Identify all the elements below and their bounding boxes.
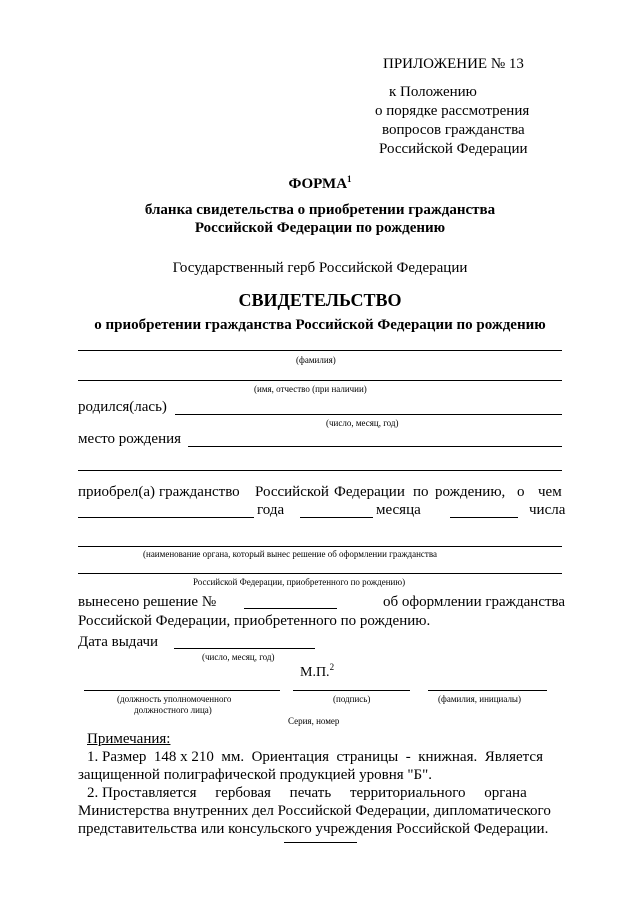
form-title-text: ФОРМА [288, 176, 348, 192]
birthplace-label: место рождения [78, 431, 182, 447]
form-footnote-mark: 1 [347, 174, 352, 184]
acquired-word-2: гражданство [159, 484, 240, 500]
decision-line-2: Российской Федерации, приобретенного по рождению. [78, 613, 431, 629]
acquired-word-4: Федерации [334, 484, 405, 500]
appendix-line-4: Российской Федерации [379, 141, 528, 157]
organ-caption-2: Российской Федерации, приобретенного по рождению) [193, 577, 406, 587]
closing-divider [284, 842, 357, 843]
surname-caption: (фамилия) [296, 355, 336, 365]
official-caption-2: должностного лица) [134, 705, 212, 715]
note-1-line-2: защищенной полиграфической продукцией уровня "Б". [78, 767, 433, 783]
series-number-label: Серия, номер [288, 716, 340, 726]
acquired-word-1: приобрел(а) [78, 484, 155, 500]
appendix-line-2: о порядке рассмотрения [375, 103, 530, 119]
appendix-line-3: вопросов гражданства [382, 122, 525, 138]
initials-caption: (фамилия, инициалы) [438, 694, 521, 704]
day-label: числа [529, 502, 566, 518]
signature-caption: (подпись) [333, 694, 371, 704]
acquired-word-8: чем [538, 484, 562, 500]
form-subtitle-1: бланка свидетельства о приобретении гражданства [144, 202, 496, 218]
year-line [78, 517, 254, 518]
decision-number-line [244, 608, 337, 609]
born-date-caption: (число, месяц, год) [326, 418, 399, 428]
name-line [78, 380, 562, 381]
decision-label: вынесено решение № [78, 594, 217, 610]
organ-line-2 [78, 573, 562, 574]
issue-date-label: Дата выдачи [78, 634, 159, 650]
emblem-placeholder: Государственный герб Российской Федерации [172, 260, 468, 276]
birthplace-line-2 [78, 470, 562, 471]
name-caption: (имя, отчество (при наличии) [254, 384, 367, 394]
official-caption-1: (должность уполномоченного [117, 694, 232, 704]
appendix-title: ПРИЛОЖЕНИЕ № 13 [383, 56, 524, 72]
official-line [84, 690, 280, 691]
decision-suffix: об оформлении гражданства [383, 594, 566, 610]
month-label: месяца [376, 502, 421, 518]
initials-line [428, 690, 547, 691]
born-label: родился(лась) [78, 399, 167, 415]
surname-line [78, 350, 562, 351]
acquired-word-7: о [517, 484, 525, 500]
note-2-line-2: Министерства внутренних дел Российской Федерации, дипломатического [78, 803, 551, 819]
certificate-title: СВИДЕТЕЛЬСТВО [238, 290, 402, 310]
form-subtitle-2: Российской Федерации по рождению [194, 220, 446, 236]
organ-caption-1: (наименование органа, который вынес решение об оформлении гражданства [143, 549, 437, 559]
seal-text: М.П. [300, 665, 330, 680]
year-label: года [257, 502, 285, 518]
note-1-line-1: 1. Размер 148 х 210 мм. Ориентация страницы - книжная. Является [87, 749, 543, 765]
birthplace-line [188, 446, 562, 447]
issue-date-caption: (число, месяц, год) [202, 652, 275, 662]
appendix-line-1: к Положению [389, 84, 477, 100]
issue-date-line [174, 648, 315, 649]
certificate-subtitle: о приобретении гражданства Российской Федерации по рождению [94, 317, 546, 333]
form-title [0, 175, 640, 193]
acquired-word-5: по [413, 484, 429, 500]
day-line [450, 517, 518, 518]
signature-line [293, 690, 410, 691]
month-line [300, 517, 373, 518]
seal-footnote-mark: 2 [329, 662, 335, 672]
note-2-line-1: 2. Проставляется гербовая печать территориального органа [87, 785, 527, 801]
born-date-line [175, 414, 562, 415]
note-2-line-3: представительства или консульского учреждения Российской Федерации. [78, 821, 549, 837]
seal-label [300, 664, 334, 681]
acquired-word-6: рождению, [435, 484, 506, 500]
acquired-word-3: Российской [255, 484, 329, 500]
organ-line [78, 546, 562, 547]
notes-heading: Примечания: [87, 731, 171, 747]
